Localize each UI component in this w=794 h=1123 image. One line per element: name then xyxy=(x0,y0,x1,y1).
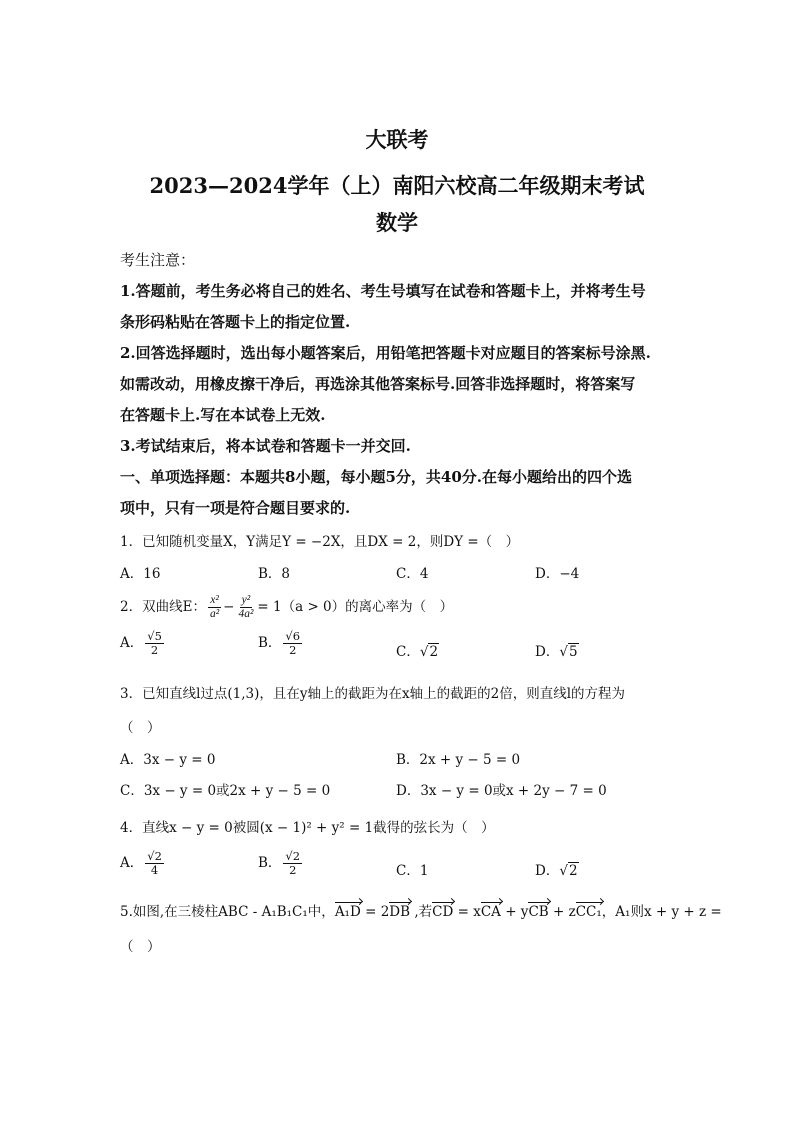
question-5-paren: （ ） xyxy=(120,939,161,955)
question-2-option-b: B． $\frac{√6}{2}$ xyxy=(258,629,301,657)
notice-line-6: 3.考试结束后，将本试卷和答题卡一并交回. xyxy=(120,437,411,455)
notice-line-1: 1.答题前，考生务必将自己的姓名、考生号填写在试卷和答题卡上，并将考生号 xyxy=(120,282,646,300)
question-2-option-c: C．√2 xyxy=(396,644,439,660)
question-4-option-a: A． $\frac{√2}{4}$ xyxy=(120,849,162,877)
question-4-stem: 4．直线x − y = 0被圆(x − 1)² + y² = 1截得的弦长为（ ） xyxy=(120,820,495,836)
question-2-option-d: D．√5 xyxy=(535,644,578,660)
question-1-option-b: B．8 xyxy=(258,566,291,582)
question-4-option-b: B． $\frac{√2}{2}$ xyxy=(258,849,301,877)
section-heading-line-1: 一、单项选择题：本题共8小题，每小题5分，共40分.在每小题给出的四个选 xyxy=(120,468,632,486)
notice-line-5: 在答题卡上.写在本试卷上无效. xyxy=(120,406,326,424)
section-heading-line-2: 项中，只有一项是符合题目要求的. xyxy=(120,499,351,517)
question-3-paren: （ ） xyxy=(120,720,161,736)
question-3-option-a: A．3x − y = 0 xyxy=(120,752,216,768)
question-5-stem: 5.如图,在三棱柱ABC - A₁B₁C₁中，A₁D = 2DB ,若CD = xCA + yCB + zCC₁，A₁则x + y + z = xyxy=(120,904,722,920)
exam-header-title: 大联考 xyxy=(365,127,429,152)
question-4-option-c: C．1 xyxy=(396,863,429,879)
question-4-option-d: D．√2 xyxy=(535,863,578,879)
vector-cc1: CC₁ xyxy=(575,904,602,920)
notice-line-2: 条形码粘贴在答题卡上的指定位置. xyxy=(120,313,351,331)
question-2-stem: 2．双曲线E： $\frac{\text{x²}}{\text{a²}}$ − $\frac{\text{y²}}{\text{4a²}}$ = 1（a > 0）的离心率为（ ） xyxy=(120,594,454,620)
question-3-option-d: D．3x − y = 0或x + 2y − 7 = 0 xyxy=(396,783,607,799)
question-1-option-d: D．−4 xyxy=(535,566,580,582)
vector-db: DB xyxy=(389,904,411,920)
subject-title: 数学 xyxy=(376,210,418,235)
question-3-option-b: B．2x + y − 5 = 0 xyxy=(396,752,521,768)
fraction-x2-over-a2: $\frac{\text{x²}}{\text{a²}}$ xyxy=(209,594,220,620)
exam-title: 2023—2024学年（上）南阳六校高二年级期末考试 xyxy=(149,173,645,198)
question-1-stem: 1．已知随机变量X，Y满足Y = −2X，且DX = 2，则DY =（ ） xyxy=(120,534,520,550)
notice-heading: 考生注意： xyxy=(120,251,196,269)
vector-cd: CD xyxy=(432,904,454,920)
vector-a1d: A₁D xyxy=(334,904,361,920)
notice-line-4: 如需改动，用橡皮擦干净后，再选涂其他答案标号.回答非选择题时，将答案写 xyxy=(120,375,636,393)
vector-cb: CB xyxy=(528,904,549,920)
question-1-option-a: A．16 xyxy=(120,566,161,582)
notice-line-3: 2.回答选择题时，选出每小题答案后，用铅笔把答题卡对应题目的答案标号涂黑. xyxy=(120,344,651,362)
question-3-stem: 3．已知直线l过点(1,3)，且在y轴上的截距为在x轴上的截距的2倍，则直线l的方程为 xyxy=(120,686,626,702)
vector-ca: CA xyxy=(480,904,501,920)
question-2-option-a: A． $\frac{√5}{2}$ xyxy=(120,629,162,657)
question-3-option-c: C．3x − y = 0或2x + y − 5 = 0 xyxy=(120,783,331,799)
question-1-option-c: C．4 xyxy=(396,566,429,582)
fraction-y2-over-4a2: $\frac{\text{y²}}{\text{4a²}}$ xyxy=(238,594,254,620)
